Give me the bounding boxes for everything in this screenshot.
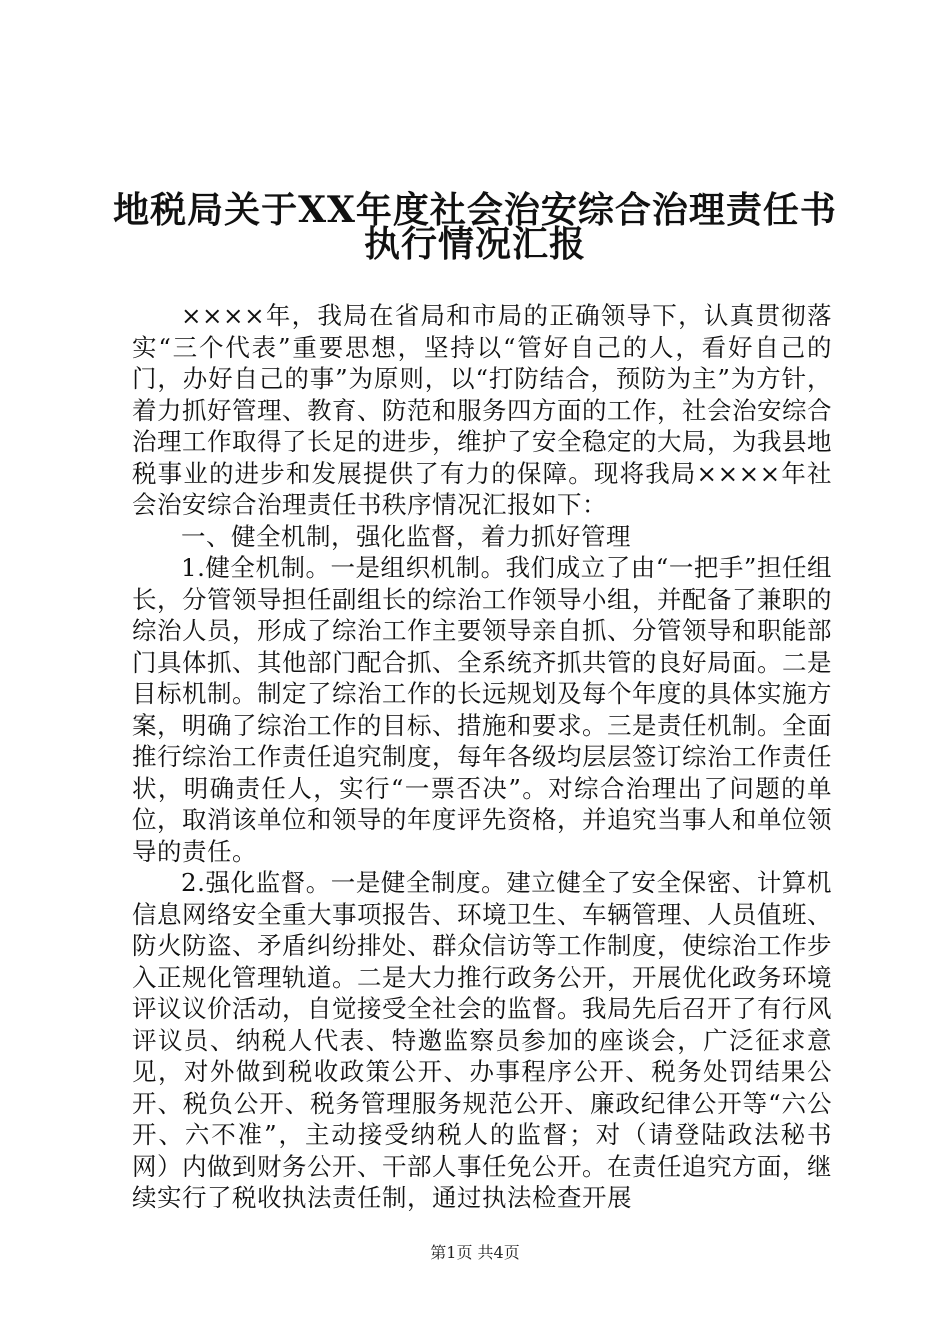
supervision-paragraph: 2.强化监督。一是健全制度。建立健全了安全保密、计算机信息网络安全重大事项报告、环境卫生、车辆管理、人员值班、防火防盗、矛盾纠纷排处、群众信访等工作制度，使综治工作步入正规化管理轨道。二是大力推行政务公开，开展优化政务环境评议议价活动，自觉接受全社会的监督。我局先后召开了有行风评议员、纳税人代表、特邀监察员参加的座谈会，广泛征求意见，对外做到税收政策公开、办事程序公开、税务处罚结果公开、税负公开、税务管理服务规范公开、廉政纪律公开等“六公开、六不准”，主动接受纳税人的监督；对（请登陆政法秘书网）内做到财务公开、干部人事任免公开。在责任追究方面，继续实行了税收执法责任制，通过执法检查开展 <box>132 868 832 1212</box>
document-body <box>132 300 832 1214</box>
mechanism-paragraph: 1.健全机制。一是组织机制。我们成立了由“一把手”担任组长，分管领导担任副组长的综治工作领导小组，并配备了兼职的综治人员，形成了综治工作主要领导亲自抓、分管领导和职能部门具体抓、其他部门配合抓、全系统齐抓共管的良好局面。二是目标机制。制定了综治工作的长远规划及每个年度的具体实施方案，明确了综治工作的目标、措施和要求。三是责任机制。全面推行综治工作责任追究制度，每年各级均层层签订综治工作责任状，明确责任人，实行“一票否决”。对综合治理出了问题的单位，取消该单位和领导的年度评先资格，并追究当事人和单位领导的责任。 <box>132 553 832 866</box>
section-heading: 一、健全机制，强化监督，着力抓好管理 <box>181 521 631 551</box>
document-title-line-1: 地税局关于XX年度社会治安综合治理责任书 <box>113 189 837 231</box>
document-title-line-2: 执行情况汇报 <box>363 223 586 265</box>
intro-paragraph: ××××年，我局在省局和市局的正确领导下，认真贯彻落实“三个代表”重要思想，坚持以“管好自己的人，看好自己的门，办好自己的事”为原则，以“打防结合，预防为主”为方针，着力抓好管理、教育、防范和服务四方面的工作，社会治安综合治理工作取得了长足的进步，维护了安全稳定的大局，为我县地税事业的进步和发展提供了有力的保障。现将我局××××年社会治安综合治理责任书秩序情况汇报如下： <box>132 301 832 519</box>
page-number-footer: 第1页 共4页 <box>430 1243 520 1262</box>
